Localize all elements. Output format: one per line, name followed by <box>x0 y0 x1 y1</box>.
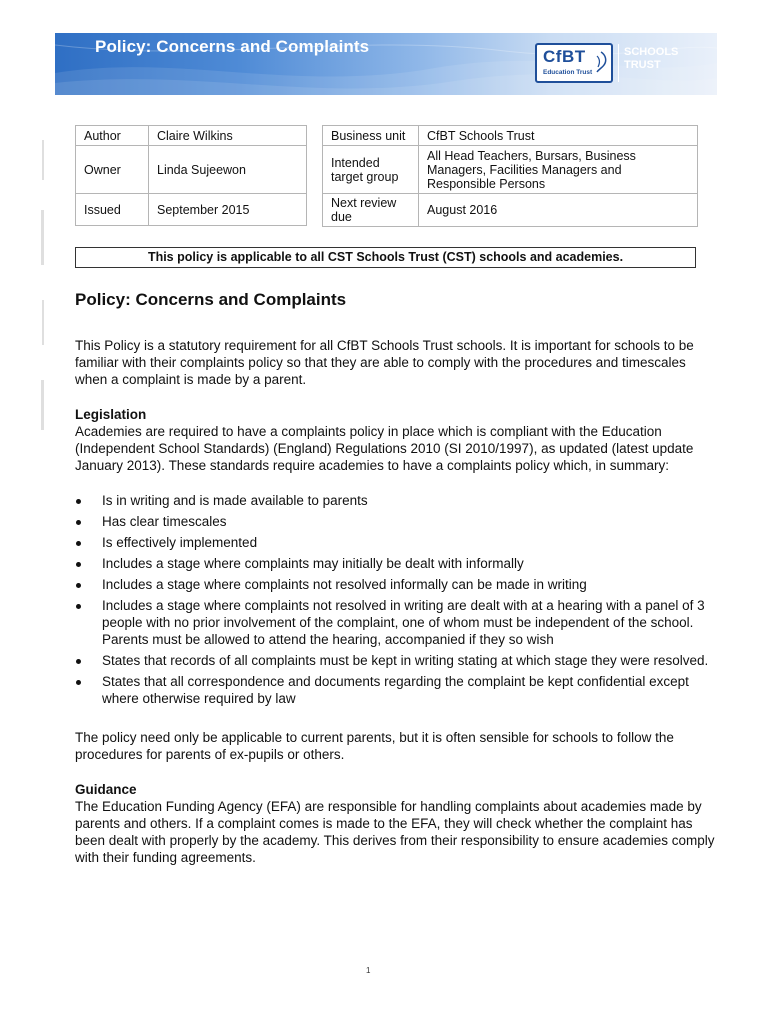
intro-paragraph: This Policy is a statutory requirement for all CfBT Schools Trust schools. It is important for schools to be familiar with their complaints policy so that they are able to comply with the procedures and timescales when a complaint is made by a parent. <box>75 338 694 387</box>
meta-value: Linda Sujeewon <box>149 146 307 194</box>
schools-trust-label <box>624 46 678 72</box>
list-item <box>75 513 715 530</box>
logo-line-schools: SCHOOLS <box>624 46 679 58</box>
policy-heading: Policy: Concerns and Complaints <box>75 290 347 309</box>
list-item <box>75 492 715 509</box>
meta-key: Owner <box>76 146 149 194</box>
document-meta-table-left <box>75 125 307 226</box>
list-item <box>75 555 715 572</box>
legislation-heading: Legislation <box>75 407 147 422</box>
current-parents-paragraph: The policy need only be applicable to current parents, but it is often sensible for schools to follow the procedures for parents of ex-pupils or others. <box>75 730 674 762</box>
list-item-text: Has clear timescales <box>102 514 227 529</box>
bullet-icon <box>76 583 81 588</box>
meta-row-business-unit <box>323 126 698 146</box>
bullet-icon <box>76 680 81 685</box>
bullet-icon <box>76 659 81 664</box>
page-number: 1 <box>366 966 371 975</box>
list-item-text: Is in writing and is made available to parents <box>102 493 368 508</box>
list-item <box>75 652 715 669</box>
logo-main-text: CfBT <box>543 47 586 66</box>
bullet-icon <box>76 541 81 546</box>
bullet-icon <box>76 520 81 525</box>
list-item <box>75 576 715 593</box>
meta-value: CfBT Schools Trust <box>419 126 698 146</box>
banner-title: Policy: Concerns and Complaints <box>95 37 370 56</box>
logo-divider <box>618 44 619 82</box>
meta-row-owner <box>76 146 307 194</box>
cfbt-logo <box>535 43 613 83</box>
list-item-text: Includes a stage where complaints not resolved informally can be made in writing <box>102 577 587 592</box>
bullet-icon <box>76 499 81 504</box>
list-item <box>75 673 715 707</box>
applicability-notice: This policy is applicable to all CST Schools Trust (CST) schools and academies. <box>75 247 696 268</box>
requirements-list <box>75 492 715 707</box>
document-meta-table-right <box>322 125 698 227</box>
meta-value: September 2015 <box>149 194 307 226</box>
list-item-text: Includes a stage where complaints may initially be dealt with informally <box>102 556 524 571</box>
logo-emblem-icon <box>594 51 608 73</box>
meta-value: All Head Teachers, Bursars, Business Managers, Facilities Managers and Responsible Persons <box>419 146 698 194</box>
meta-key: Intended target group <box>323 146 419 194</box>
meta-key: Business unit <box>323 126 419 146</box>
legislation-paragraph: Academies are required to have a complaints policy in place which is compliant with the Education (Independent School Standards) (England) Regulations 2010 (SI 2010/1997), as updated (latest update January 2013). These standards require academies to have a complaints policy which, in summary: <box>75 424 694 473</box>
logo-subtitle: Education Trust <box>543 69 593 76</box>
meta-key: Next review due <box>323 194 419 227</box>
meta-value: Claire Wilkins <box>149 126 307 146</box>
list-item <box>75 534 715 551</box>
logo-line-trust: TRUST <box>624 59 661 71</box>
list-item-text: States that records of all complaints must be kept in writing stating at which stage they were resolved. <box>102 653 709 668</box>
bullet-icon <box>76 604 81 609</box>
meta-row-target-group <box>323 146 698 194</box>
guidance-paragraph: The Education Funding Agency (EFA) are responsible for handling complaints about academies made by parents and others. If a complaint comes is made to the EFA, they will check whether the complaint has been dealt with properly by the academy. This derives from their responsibility to ensure academies comply with their funding agreements. <box>75 799 715 865</box>
meta-key: Issued <box>76 194 149 226</box>
policy-body <box>75 289 715 866</box>
meta-key: Author <box>76 126 149 146</box>
list-item-text: Includes a stage where complaints not resolved in writing are dealt with at a hearing with a panel of 3 people with no prior involvement of the complaint, one of whom must be independent of the school. Parents must be allowed to attend the hearing, accompanied if they so wish <box>102 598 705 647</box>
list-item <box>75 597 715 648</box>
guidance-heading: Guidance <box>75 782 137 797</box>
meta-row-author <box>76 126 307 146</box>
meta-value: August 2016 <box>419 194 698 227</box>
list-item-text: Is effectively implemented <box>102 535 258 550</box>
margin-scan-marks <box>36 140 50 440</box>
list-item-text: States that all correspondence and documents regarding the complaint be kept confidential except where otherwise required by law <box>102 674 689 706</box>
meta-row-issued <box>76 194 307 226</box>
bullet-icon <box>76 562 81 567</box>
meta-row-next-review <box>323 194 698 227</box>
